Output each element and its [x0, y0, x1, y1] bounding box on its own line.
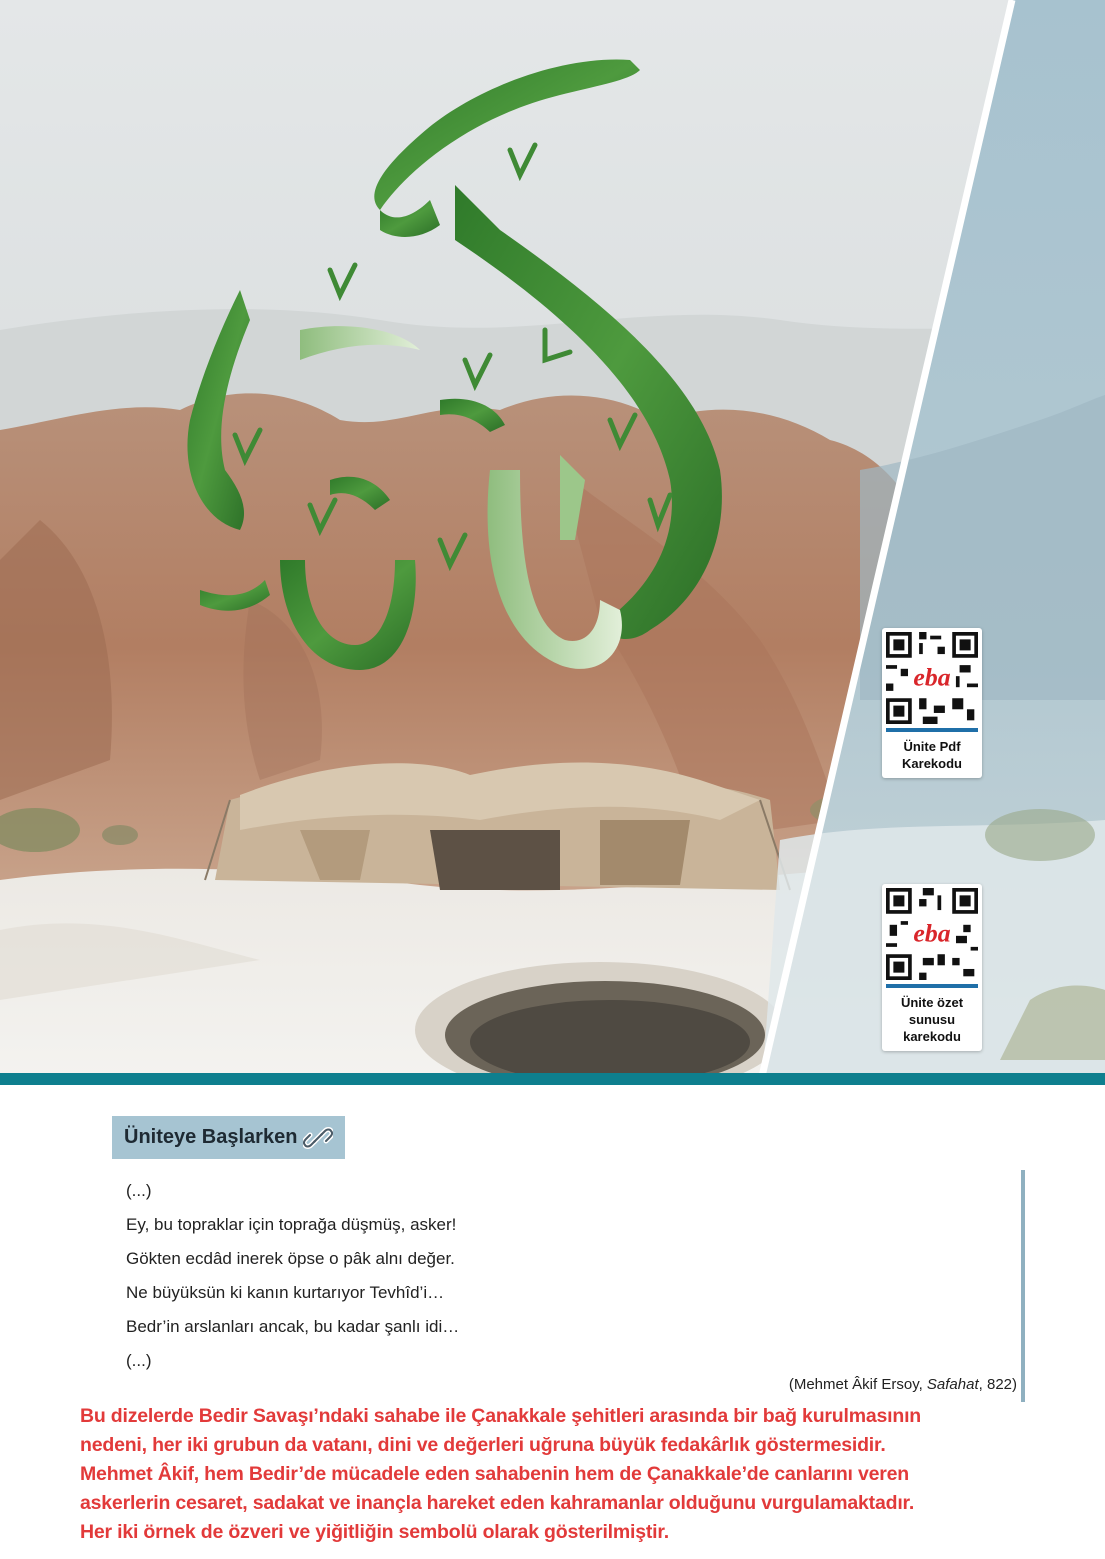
qr-caption: Ünite özet sunusu karekodu [900, 995, 964, 1044]
qr-code-icon [886, 632, 978, 724]
svg-text:eba: eba [913, 918, 951, 948]
section-title: Üniteye Başlarken [124, 1126, 298, 1148]
poem-line: Ne büyüksün ki kanın kurtarıyor Tevhîd’i… [126, 1283, 445, 1302]
answer-line: nedeni, her iki grubun da vatanı, dini ve değerleri uğruna büyük fedakârlık göstermesidir. [80, 1434, 886, 1456]
quote-rule [1021, 1170, 1025, 1402]
poem-line: Ey, bu topraklar için toprağa düşmüş, asker! [126, 1215, 457, 1234]
section-header [112, 1116, 345, 1159]
qr-card-pdf[interactable] [882, 628, 982, 778]
svg-text:eba: eba [913, 662, 951, 692]
qr-caption: Ünite Pdf Karekodu [902, 739, 962, 771]
answer-line: Her iki örnek de özveri ve yiğitliğin sembolü olarak gösterilmiştir. [80, 1521, 669, 1543]
qr-card-divider [886, 728, 978, 732]
poem [126, 1174, 1006, 1378]
poem-citation: (Mehmet Âkif Ersoy, Safahat, 822) [788, 1376, 1017, 1393]
poem-line: Bedr’in arslanları ancak, bu kadar şanlı idi… [126, 1317, 460, 1336]
answer-line: Mehmet Âkif, hem Bedir’de mücadele eden sahabenin hem de Çanakkale’de canlarını veren [80, 1463, 910, 1485]
link-icon [303, 1127, 333, 1149]
answer-line: Bu dizelerde Bedir Savaşı’ndaki sahabe ile Çanakkale şehitleri arasında bir bağ kurulmasının [80, 1405, 922, 1427]
accent-band [0, 1073, 1105, 1085]
answer-text [80, 1402, 1070, 1547]
qr-card-summary[interactable] [882, 884, 982, 1051]
poem-line: Gökten ecdâd inerek öpse o pâk alnı değer. [126, 1249, 455, 1268]
poem-line: (...) [126, 1181, 152, 1200]
tent [205, 763, 790, 891]
qr-code-icon [886, 888, 978, 980]
answer-line: askerlerin cesaret, sadakat ve inançla hareket eden kahramanlar olduğunu vurgulamaktadır. [80, 1492, 915, 1514]
qr-card-divider [886, 984, 978, 988]
poem-line: (...) [126, 1351, 152, 1370]
